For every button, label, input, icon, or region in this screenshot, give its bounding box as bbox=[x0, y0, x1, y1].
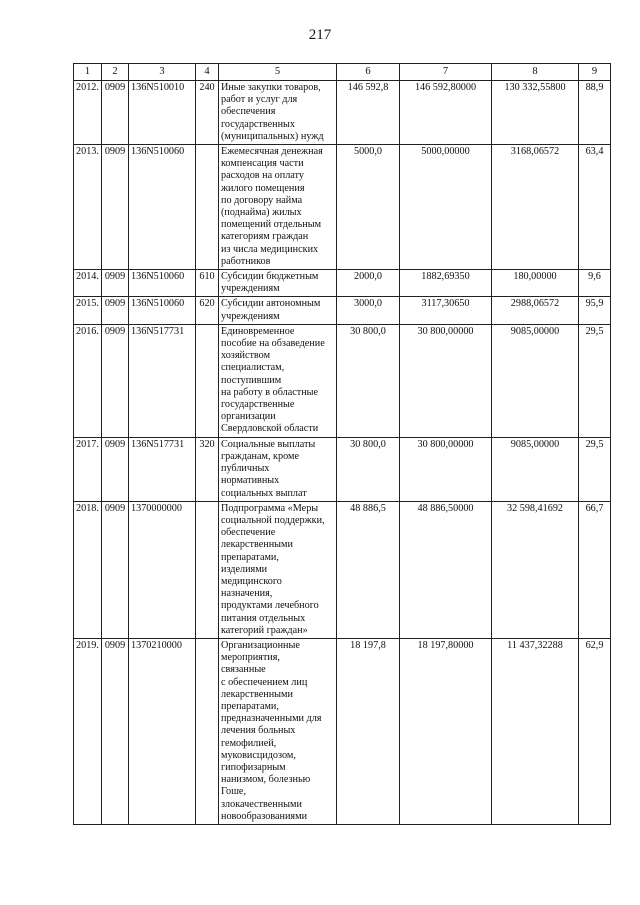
planned-amount-cell: 3000,0 bbox=[337, 297, 400, 324]
executed-amount-cell: 11 437,32288 bbox=[492, 638, 579, 824]
column-header: 3 bbox=[129, 64, 196, 81]
target-article-cell: 136N510060 bbox=[129, 145, 196, 270]
section-code-cell: 0909 bbox=[102, 270, 129, 297]
column-header: 7 bbox=[400, 64, 492, 81]
table-row bbox=[74, 324, 611, 437]
item-name-cell: Социальные выплаты гражданам, кроме публичных нормативных социальных выплат bbox=[219, 437, 337, 501]
approved-amount-cell: 3117,30650 bbox=[400, 297, 492, 324]
approved-amount-cell: 30 800,00000 bbox=[400, 437, 492, 501]
item-name-cell: Подпрограмма «Меры социальной поддержки, обеспечение лекарственными препаратами, изделиями медицинского назначения, продуктами лечебного питания отдельных категорий граждан» bbox=[219, 501, 337, 638]
item-name-cell: Субсидии автономным учреждениям bbox=[219, 297, 337, 324]
row-number-cell: 2018. bbox=[74, 501, 102, 638]
item-name-cell: Иные закупки товаров, работ и услуг для обеспечения государственных (муниципальных) нужд bbox=[219, 81, 337, 145]
target-article-cell: 136N510060 bbox=[129, 270, 196, 297]
row-number-cell: 2016. bbox=[74, 324, 102, 437]
expense-type-cell: 320 bbox=[196, 437, 219, 501]
table-row bbox=[74, 638, 611, 824]
table-row bbox=[74, 81, 611, 145]
column-header: 1 bbox=[74, 64, 102, 81]
planned-amount-cell: 146 592,8 bbox=[337, 81, 400, 145]
target-article-cell: 136N517731 bbox=[129, 437, 196, 501]
section-code-cell: 0909 bbox=[102, 324, 129, 437]
executed-amount-cell: 9085,00000 bbox=[492, 437, 579, 501]
item-name-cell: Ежемесячная денежная компенсация части расходов на оплату жилого помещения по договору найма (поднайма) жилых помещений отдельным категориям граждан из числа медицинских работников bbox=[219, 145, 337, 270]
row-number-cell: 2019. bbox=[74, 638, 102, 824]
executed-amount-cell: 2988,06572 bbox=[492, 297, 579, 324]
target-article-cell: 136N510060 bbox=[129, 297, 196, 324]
target-article-cell: 1370000000 bbox=[129, 501, 196, 638]
executed-amount-cell: 9085,00000 bbox=[492, 324, 579, 437]
table-row bbox=[74, 270, 611, 297]
table-row bbox=[74, 297, 611, 324]
percent-executed-cell: 66,7 bbox=[579, 501, 611, 638]
executed-amount-cell: 180,00000 bbox=[492, 270, 579, 297]
section-code-cell: 0909 bbox=[102, 297, 129, 324]
section-code-cell: 0909 bbox=[102, 145, 129, 270]
percent-executed-cell: 29,5 bbox=[579, 437, 611, 501]
column-header: 9 bbox=[579, 64, 611, 81]
expense-type-cell: 610 bbox=[196, 270, 219, 297]
approved-amount-cell: 48 886,50000 bbox=[400, 501, 492, 638]
target-article-cell: 1370210000 bbox=[129, 638, 196, 824]
planned-amount-cell: 5000,0 bbox=[337, 145, 400, 270]
column-header: 8 bbox=[492, 64, 579, 81]
item-name-cell: Единовременное пособие на обзаведение хозяйством специалистам, поступившим на работу в областные государственные организации Свердловской области bbox=[219, 324, 337, 437]
item-name-cell: Субсидии бюджетным учреждениям bbox=[219, 270, 337, 297]
planned-amount-cell: 18 197,8 bbox=[337, 638, 400, 824]
item-name-cell: Организационные мероприятия, связанные с обеспечением лиц лекарственными препаратами, предназначенными для лечения больных гемофилией, муковисцидозом, гипофизарным нанизмом, болезнью Гоше, злокачественными новообразованиями bbox=[219, 638, 337, 824]
section-code-cell: 0909 bbox=[102, 638, 129, 824]
approved-amount-cell: 1882,69350 bbox=[400, 270, 492, 297]
percent-executed-cell: 29,5 bbox=[579, 324, 611, 437]
header-row bbox=[74, 64, 611, 81]
table-row bbox=[74, 501, 611, 638]
executed-amount-cell: 3168,06572 bbox=[492, 145, 579, 270]
executed-amount-cell: 130 332,55800 bbox=[492, 81, 579, 145]
column-header: 4 bbox=[196, 64, 219, 81]
section-code-cell: 0909 bbox=[102, 437, 129, 501]
section-code-cell: 0909 bbox=[102, 501, 129, 638]
row-number-cell: 2012. bbox=[74, 81, 102, 145]
target-article-cell: 136N510010 bbox=[129, 81, 196, 145]
row-number-cell: 2017. bbox=[74, 437, 102, 501]
table-row bbox=[74, 437, 611, 501]
approved-amount-cell: 30 800,00000 bbox=[400, 324, 492, 437]
expense-type-cell bbox=[196, 324, 219, 437]
expense-type-cell: 620 bbox=[196, 297, 219, 324]
expense-type-cell bbox=[196, 638, 219, 824]
section-code-cell: 0909 bbox=[102, 81, 129, 145]
approved-amount-cell: 18 197,80000 bbox=[400, 638, 492, 824]
percent-executed-cell: 9,6 bbox=[579, 270, 611, 297]
page-number: 217 bbox=[308, 27, 332, 43]
percent-executed-cell: 88,9 bbox=[579, 81, 611, 145]
row-number-cell: 2013. bbox=[74, 145, 102, 270]
column-header: 6 bbox=[337, 64, 400, 81]
planned-amount-cell: 2000,0 bbox=[337, 270, 400, 297]
planned-amount-cell: 30 800,0 bbox=[337, 437, 400, 501]
planned-amount-cell: 30 800,0 bbox=[337, 324, 400, 437]
row-number-cell: 2014. bbox=[74, 270, 102, 297]
budget-table bbox=[73, 63, 611, 825]
expense-type-cell bbox=[196, 501, 219, 638]
percent-executed-cell: 63,4 bbox=[579, 145, 611, 270]
column-header: 5 bbox=[219, 64, 337, 81]
column-header: 2 bbox=[102, 64, 129, 81]
expense-type-cell bbox=[196, 145, 219, 270]
table-row bbox=[74, 145, 611, 270]
percent-executed-cell: 62,9 bbox=[579, 638, 611, 824]
row-number-cell: 2015. bbox=[74, 297, 102, 324]
executed-amount-cell: 32 598,41692 bbox=[492, 501, 579, 638]
planned-amount-cell: 48 886,5 bbox=[337, 501, 400, 638]
approved-amount-cell: 5000,00000 bbox=[400, 145, 492, 270]
percent-executed-cell: 95,9 bbox=[579, 297, 611, 324]
expense-type-cell: 240 bbox=[196, 81, 219, 145]
target-article-cell: 136N517731 bbox=[129, 324, 196, 437]
approved-amount-cell: 146 592,80000 bbox=[400, 81, 492, 145]
